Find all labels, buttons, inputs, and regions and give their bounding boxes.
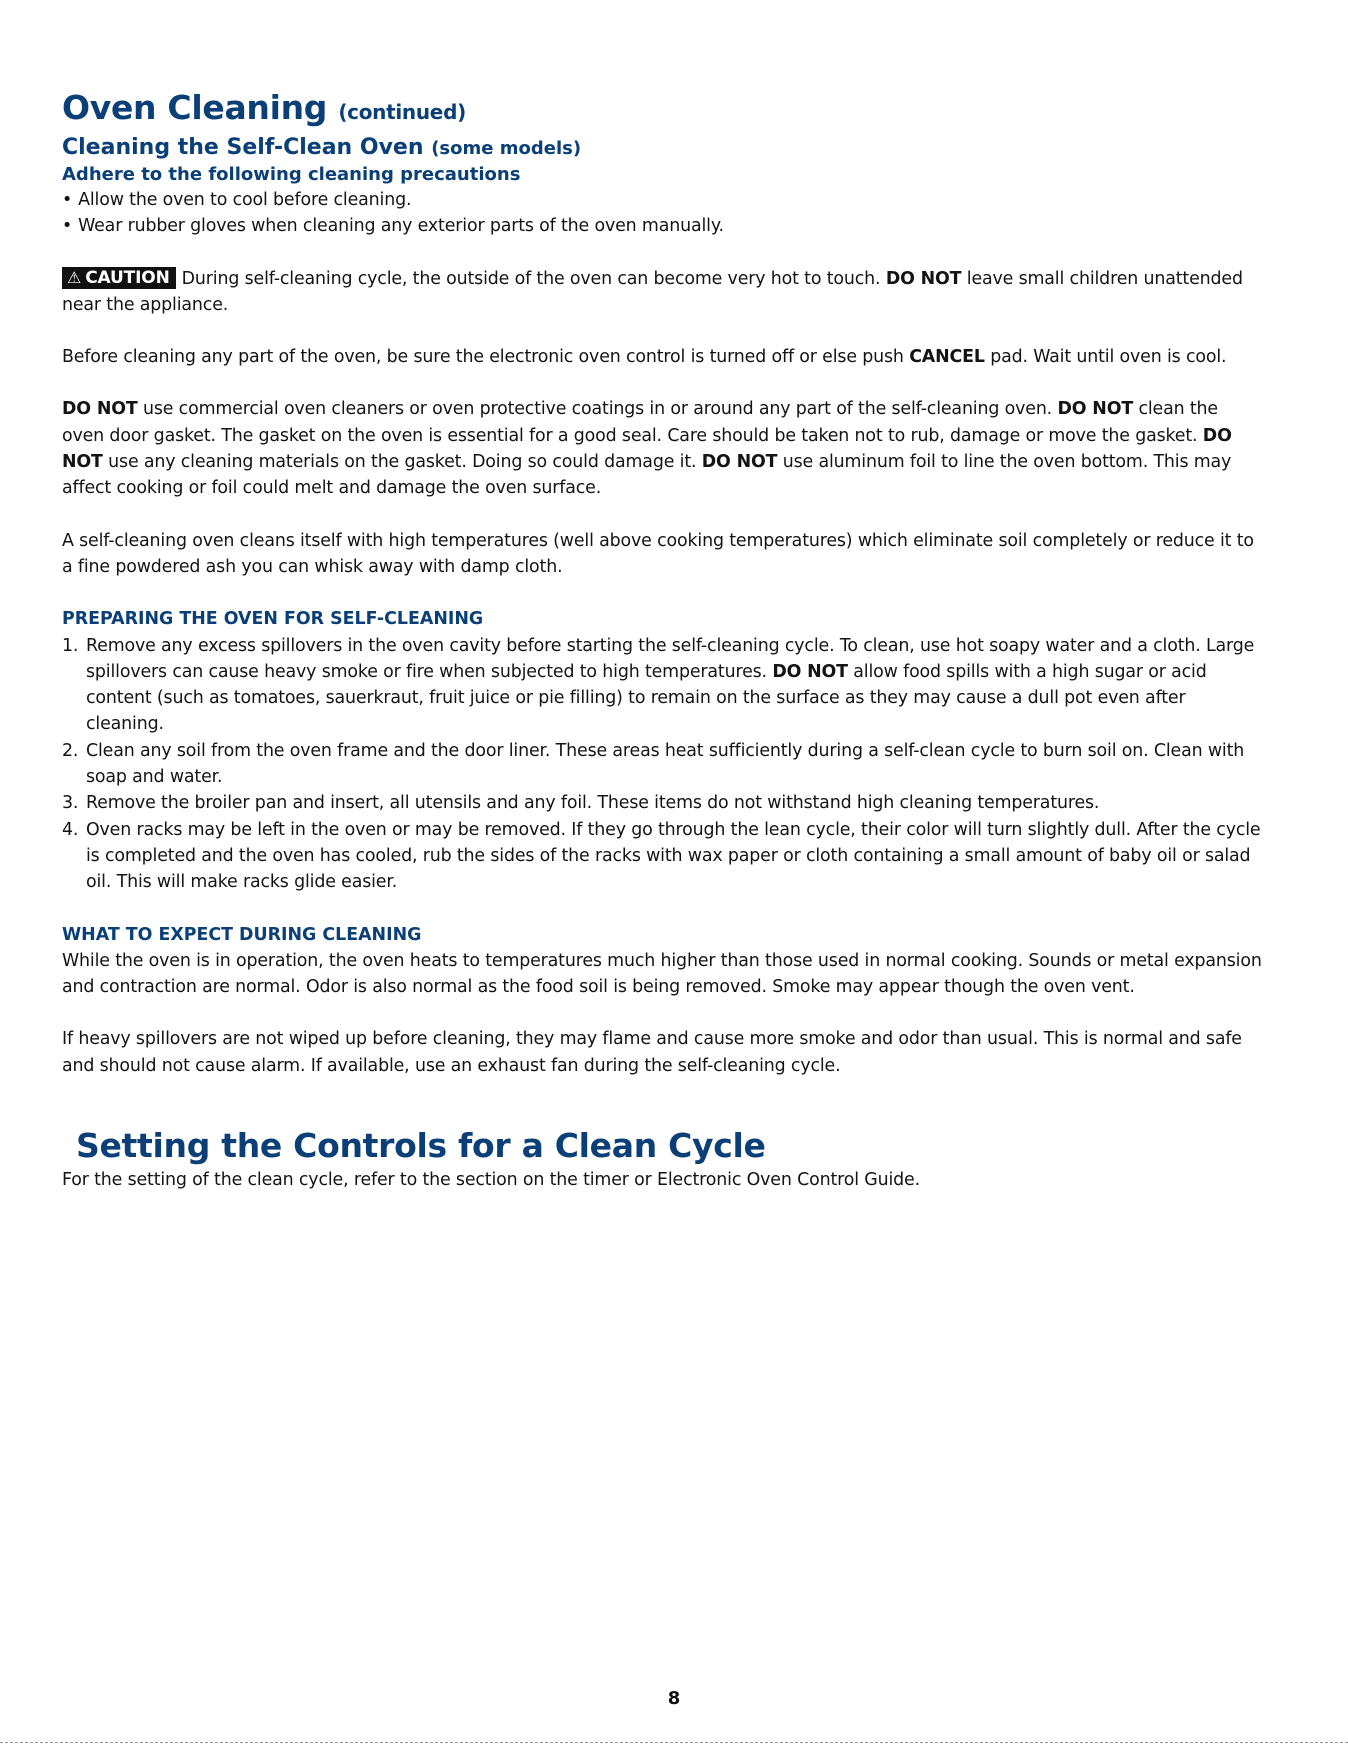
list-item: [62, 633, 1262, 738]
cancel-text: Before cleaning any part of the oven, be sure the electronic oven control is turned off or else push: [62, 347, 904, 368]
step-number: 3.: [62, 793, 79, 814]
cancel-text-after: pad. Wait until oven is cool.: [990, 347, 1227, 368]
warning-triangle-icon: ⚠: [67, 267, 82, 287]
preparing-steps: [62, 633, 1262, 896]
subtitle-text: Cleaning the Self-Clean Oven: [62, 135, 424, 160]
step-text: Remove the broiler pan and insert, all utensils and any foil. These items do not withstand high cleaning temperatures.: [86, 793, 1100, 814]
list-item: • Allow the oven to cool before cleaning.: [62, 187, 1262, 213]
donot-keyword: DO NOT: [62, 399, 138, 420]
step-number: 1.: [62, 635, 79, 656]
section-title: [62, 134, 1262, 163]
donot-keyword: DO NOT: [62, 425, 1232, 473]
expect-heading: WHAT TO EXPECT DURING CLEANING: [62, 924, 422, 945]
step-text-after: allow food spills with a high sugar or acid content (such as tomatoes, sauerkraut, fruit juice or pie filling) to remain on the surface as they may cause a dull pot even after cleaning.: [86, 661, 1207, 735]
donot-keyword: DO NOT: [701, 452, 778, 473]
precautions-heading: Adhere to the following cleaning precautions: [62, 164, 521, 185]
step-keyword: DO NOT: [772, 661, 848, 682]
page-bottom-rule: [0, 1742, 1348, 1743]
list-item: [62, 817, 1262, 896]
page-number: 8: [667, 1688, 681, 1709]
donot-text: use any cleaning materials on the gasket. Doing so could damage it.: [108, 452, 697, 473]
caution-keyword: DO NOT: [885, 268, 962, 289]
subtitle-suffix: (some models): [431, 138, 582, 159]
step-text: Remove any excess spillovers in the oven cavity before starting the self-cleaning cycle. To clean, use hot soapy water and a cloth. Large spillovers can cause heavy smoke or fire when subjected to high temperatures.: [86, 635, 1255, 682]
list-item: • Wear rubber gloves when cleaning any exterior parts of the oven manually.: [62, 213, 1262, 239]
manual-page: [62, 88, 1262, 1193]
list-item: [62, 790, 1262, 816]
donot-text: clean the oven door gasket. The gasket on the oven is essential for a good seal. Care should be taken not to rub, damage or move the gasket.: [62, 399, 1218, 446]
step-text: Oven racks may be left in the oven or may be removed. If they go through the lean cycle, their color will turn slightly dull. After the cycle is completed and the oven has cooled, rub the sides of the racks with wax paper or cloth containing a small amount of baby oil or salad oil. This will make racks glide easier.: [86, 819, 1261, 893]
selfclean-paragraph: A self-cleaning oven cleans itself with high temperatures (well above cooking temperatures) which eliminate soil completely or reduce it to a fine powdered ash you can whisk away with damp cloth.: [62, 530, 1254, 577]
step-number: 2.: [62, 740, 79, 761]
donot-keyword: DO NOT: [1057, 399, 1134, 420]
setting-title: Setting the Controls for a Clean Cycle: [76, 1126, 766, 1166]
title-text: Oven Cleaning: [62, 88, 328, 127]
caution-text-after: leave small children unattended near the appliance.: [62, 268, 1243, 315]
list-item: [62, 738, 1262, 791]
caution-badge-label: CAUTION: [85, 267, 170, 288]
page-title: [62, 88, 1262, 132]
caution-paragraph: [62, 266, 1262, 319]
spillover-paragraph: If heavy spillovers are not wiped up before cleaning, they may flame and cause more smoke and odor than usual. This is normal and safe and should not cause alarm. If available, use an exhaust fan during the self-cleaning cycle.: [62, 1029, 1242, 1076]
precautions-list: [62, 187, 1262, 240]
expect-paragraph: While the oven is in operation, the oven heats to temperatures much higher than those used in normal cooking. Sounds or metal expansion and contraction are normal. Odor is also normal as the food soil is being removed. Smoke may appear though the oven vent.: [62, 950, 1262, 998]
caution-text: During self-cleaning cycle, the outside of the oven can become very hot to touch.: [181, 268, 881, 289]
donot-text: use aluminum foil to line the oven bottom. This may affect cooking or foil could melt and damage the oven surface.: [62, 452, 1232, 499]
preparing-heading: PREPARING THE OVEN FOR SELF-CLEANING: [62, 609, 484, 630]
cancel-paragraph: [62, 344, 1262, 370]
donot-paragraph: [62, 396, 1262, 501]
cancel-keyword: CANCEL: [909, 347, 985, 368]
step-number: 4.: [62, 819, 79, 840]
setting-paragraph: For the setting of the clean cycle, refer to the section on the timer or Electronic Oven Control Guide.: [62, 1170, 920, 1191]
caution-badge: [62, 267, 176, 289]
donot-text: use commercial oven cleaners or oven protective coatings in or around any part of the self-cleaning oven.: [142, 399, 1053, 420]
title-suffix: (continued): [338, 100, 466, 124]
step-text: Clean any soil from the oven frame and the door liner. These areas heat sufficiently during a self-clean cycle to burn soil on. Clean with soap and water.: [86, 740, 1245, 788]
